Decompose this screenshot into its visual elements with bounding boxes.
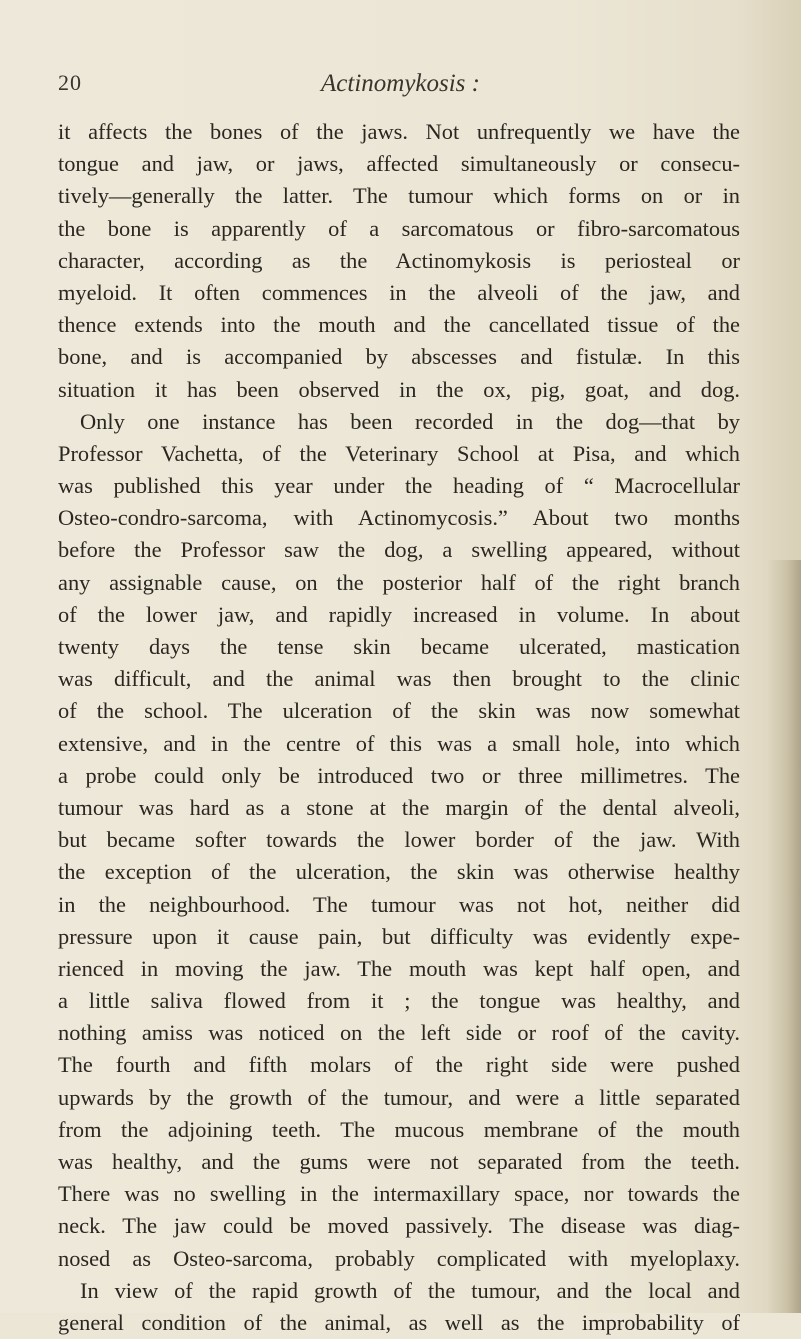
running-head: Actinomykosis :	[321, 70, 480, 97]
text-line: nothing amiss was noticed on the left side or roof of the cavity.	[58, 1020, 740, 1046]
text-line: of the lower jaw, and rapidly increased in volume. In about	[58, 601, 740, 627]
text-line: myeloid. It often commences in the alveoli of the jaw, and	[58, 279, 740, 305]
text-line: character, according as the Actinomykosis is periosteal or	[58, 247, 740, 273]
page-edge-shadow	[767, 560, 801, 1313]
text-line: was published this year under the heading of “ Macrocellular	[58, 473, 740, 499]
text-line: from the adjoining teeth. The mucous membrane of the mouth	[58, 1116, 740, 1142]
text-line: a probe could only be introduced two or three millimetres. The	[58, 762, 740, 788]
text-line: The fourth and fifth molars of the right side were pushed	[58, 1052, 740, 1078]
text-line: upwards by the growth of the tumour, and were a little separated	[58, 1084, 740, 1110]
text-line: in the neighbourhood. The tumour was not hot, neither did	[58, 891, 740, 917]
text-line: the bone is apparently of a sarcomatous or fibro-sarcomatous	[58, 215, 740, 241]
text-line: Only one instance has been recorded in the dog—that by	[80, 408, 740, 434]
page-header	[0, 70, 801, 110]
text-line: Osteo-condro-sarcoma, with Actinomycosis.” About two months	[58, 505, 740, 531]
text-line: rienced in moving the jaw. The mouth was kept half open, and	[58, 955, 740, 981]
text-line: a little saliva flowed from it ; the tongue was healthy, and	[58, 988, 740, 1014]
text-line: Professor Vachetta, of the Veterinary School at Pisa, and which	[58, 440, 740, 466]
text-line: pressure upon it cause pain, but difficulty was evidently expe-	[58, 923, 740, 949]
text-line: any assignable cause, on the posterior half of the right branch	[58, 569, 740, 595]
text-line: In view of the rapid growth of the tumour, and the local and	[80, 1277, 740, 1303]
text-line: tively—generally the latter. The tumour which forms on or in	[58, 183, 740, 209]
text-line: the exception of the ulceration, the skin was otherwise healthy	[58, 859, 740, 885]
text-line: nosed as Osteo-sarcoma, probably complicated with myeloplaxy.	[58, 1245, 740, 1271]
text-line: general condition of the animal, as well as the improbability of	[58, 1309, 740, 1335]
text-line: tongue and jaw, or jaws, affected simultaneously or consecu-	[58, 151, 740, 177]
text-line: twenty days the tense skin became ulcerated, mastication	[58, 634, 740, 659]
text-line: bone, and is accompanied by abscesses and fistulæ. In this	[58, 344, 740, 370]
text-line: it affects the bones of the jaws. Not unfrequently we have the	[58, 119, 740, 144]
text-line: but became softer towards the lower border of the jaw. With	[58, 827, 740, 853]
text-line: situation it has been observed in the ox, pig, goat, and dog.	[58, 376, 740, 402]
text-line: before the Professor saw the dog, a swelling appeared, without	[58, 537, 740, 563]
text-line: There was no swelling in the intermaxillary space, nor towards the	[58, 1181, 740, 1207]
text-line: extensive, and in the centre of this was a small hole, into which	[58, 730, 740, 756]
text-line: was difficult, and the animal was then brought to the clinic	[58, 666, 740, 692]
text-line: of the school. The ulceration of the skin was now somewhat	[58, 698, 740, 724]
body-text	[58, 116, 740, 1339]
text-line: was healthy, and the gums were not separated from the teeth.	[58, 1149, 740, 1174]
page-number: 20	[58, 70, 82, 95]
text-line: neck. The jaw could be moved passively. The disease was diag-	[58, 1213, 740, 1239]
text-line: thence extends into the mouth and the cancellated tissue of the	[58, 312, 740, 338]
text-line: tumour was hard as a stone at the margin of the dental alveoli,	[58, 794, 740, 820]
